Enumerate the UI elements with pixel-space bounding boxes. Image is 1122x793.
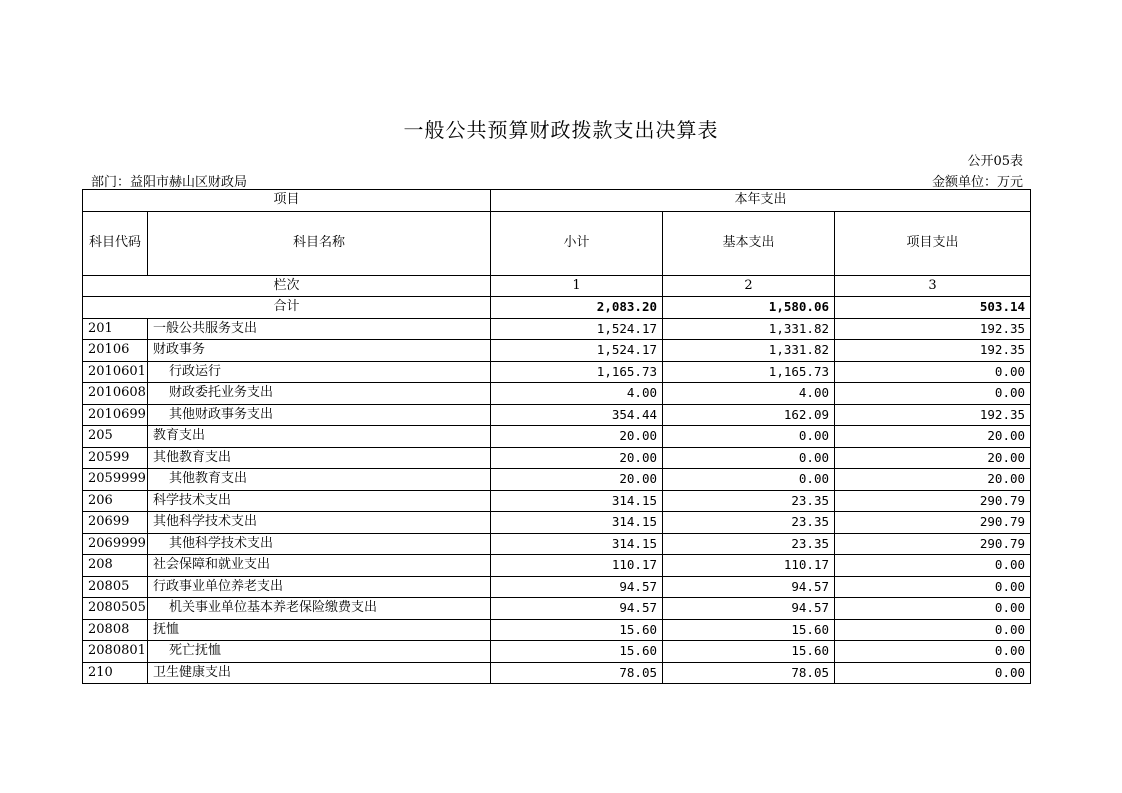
row-name: 其他科学技术支出 xyxy=(148,512,491,534)
row-code: 20599 xyxy=(83,447,148,469)
column-number-label: 栏次 xyxy=(83,275,491,297)
column-number-2: 2 xyxy=(663,275,835,297)
row-project: 192.35 xyxy=(835,404,1031,426)
row-name: 社会保障和就业支出 xyxy=(148,555,491,577)
row-code: 2010601 xyxy=(83,361,148,383)
row-project: 20.00 xyxy=(835,447,1031,469)
row-code: 2059999 xyxy=(83,469,148,491)
row-basic: 1,331.82 xyxy=(663,340,835,362)
row-name: 死亡抚恤 xyxy=(148,641,491,663)
row-basic: 15.60 xyxy=(663,619,835,641)
row-basic: 0.00 xyxy=(663,447,835,469)
column-number-row xyxy=(83,275,1031,297)
row-name: 其他财政事务支出 xyxy=(148,404,491,426)
header-basic: 基本支出 xyxy=(663,211,835,275)
row-subtotal: 20.00 xyxy=(491,447,663,469)
header-project: 项目 xyxy=(83,190,491,212)
row-code: 20805 xyxy=(83,576,148,598)
table-row xyxy=(83,641,1031,663)
header-name: 科目名称 xyxy=(148,211,491,275)
row-subtotal: 15.60 xyxy=(491,641,663,663)
column-number-3: 3 xyxy=(835,275,1031,297)
row-project: 290.79 xyxy=(835,512,1031,534)
row-project: 0.00 xyxy=(835,641,1031,663)
row-subtotal: 110.17 xyxy=(491,555,663,577)
total-row xyxy=(83,297,1031,319)
row-code: 2080801 xyxy=(83,641,148,663)
row-subtotal: 78.05 xyxy=(491,662,663,684)
row-subtotal: 1,165.73 xyxy=(491,361,663,383)
row-code: 2080505 xyxy=(83,598,148,620)
row-subtotal: 94.57 xyxy=(491,576,663,598)
row-basic: 23.35 xyxy=(663,512,835,534)
row-name: 卫生健康支出 xyxy=(148,662,491,684)
table-row xyxy=(83,383,1031,405)
row-subtotal: 314.15 xyxy=(491,533,663,555)
row-subtotal: 1,524.17 xyxy=(491,318,663,340)
table-row xyxy=(83,619,1031,641)
row-code: 210 xyxy=(83,662,148,684)
row-subtotal: 15.60 xyxy=(491,619,663,641)
table-row xyxy=(83,340,1031,362)
row-project: 192.35 xyxy=(835,318,1031,340)
row-code: 20808 xyxy=(83,619,148,641)
row-code: 205 xyxy=(83,426,148,448)
total-label: 合计 xyxy=(83,297,491,319)
row-code: 2010608 xyxy=(83,383,148,405)
row-project: 0.00 xyxy=(835,619,1031,641)
row-code: 2010699 xyxy=(83,404,148,426)
row-subtotal: 4.00 xyxy=(491,383,663,405)
header-row-2 xyxy=(83,211,1031,275)
row-name: 其他教育支出 xyxy=(148,469,491,491)
row-name: 财政事务 xyxy=(148,340,491,362)
row-basic: 4.00 xyxy=(663,383,835,405)
row-subtotal: 314.15 xyxy=(491,512,663,534)
column-number-1: 1 xyxy=(491,275,663,297)
row-code: 206 xyxy=(83,490,148,512)
row-subtotal: 94.57 xyxy=(491,598,663,620)
row-project: 290.79 xyxy=(835,533,1031,555)
row-subtotal: 314.15 xyxy=(491,490,663,512)
table-row xyxy=(83,426,1031,448)
form-number: 公开05表 xyxy=(967,154,1023,169)
row-basic: 78.05 xyxy=(663,662,835,684)
total-project: 503.14 xyxy=(835,297,1031,319)
row-name: 教育支出 xyxy=(148,426,491,448)
row-subtotal: 354.44 xyxy=(491,404,663,426)
row-project: 20.00 xyxy=(835,469,1031,491)
header-row-1 xyxy=(83,190,1031,212)
row-basic: 0.00 xyxy=(663,469,835,491)
row-basic: 23.35 xyxy=(663,490,835,512)
table-row xyxy=(83,555,1031,577)
row-name: 机关事业单位基本养老保险缴费支出 xyxy=(148,598,491,620)
total-subtotal: 2,083.20 xyxy=(491,297,663,319)
header-subtotal: 小计 xyxy=(491,211,663,275)
row-basic: 1,331.82 xyxy=(663,318,835,340)
table-row xyxy=(83,318,1031,340)
row-code: 201 xyxy=(83,318,148,340)
table-row xyxy=(83,361,1031,383)
row-name: 一般公共服务支出 xyxy=(148,318,491,340)
table-row xyxy=(83,662,1031,684)
row-basic: 15.60 xyxy=(663,641,835,663)
row-basic: 162.09 xyxy=(663,404,835,426)
table-row xyxy=(83,404,1031,426)
expenditure-table xyxy=(82,189,1031,684)
header-project-expense: 项目支出 xyxy=(835,211,1031,275)
row-name: 财政委托业务支出 xyxy=(148,383,491,405)
header-code: 科目代码 xyxy=(83,211,148,275)
row-name: 抚恤 xyxy=(148,619,491,641)
row-project: 0.00 xyxy=(835,662,1031,684)
row-basic: 110.17 xyxy=(663,555,835,577)
table-row xyxy=(83,576,1031,598)
document-title: 一般公共预算财政拨款支出决算表 xyxy=(403,118,719,142)
row-project: 290.79 xyxy=(835,490,1031,512)
amount-unit-label: 金额单位：万元 xyxy=(931,175,1023,190)
row-name: 行政事业单位养老支出 xyxy=(148,576,491,598)
header-current-year: 本年支出 xyxy=(491,190,1031,212)
row-basic: 23.35 xyxy=(663,533,835,555)
row-project: 0.00 xyxy=(835,576,1031,598)
row-project: 0.00 xyxy=(835,555,1031,577)
total-basic: 1,580.06 xyxy=(663,297,835,319)
row-subtotal: 1,524.17 xyxy=(491,340,663,362)
row-basic: 94.57 xyxy=(663,598,835,620)
row-code: 20106 xyxy=(83,340,148,362)
row-name: 其他科学技术支出 xyxy=(148,533,491,555)
row-basic: 0.00 xyxy=(663,426,835,448)
row-code: 2069999 xyxy=(83,533,148,555)
table-row xyxy=(83,598,1031,620)
row-project: 0.00 xyxy=(835,361,1031,383)
row-project: 0.00 xyxy=(835,383,1031,405)
row-subtotal: 20.00 xyxy=(491,469,663,491)
table-row xyxy=(83,512,1031,534)
table-row xyxy=(83,469,1031,491)
row-basic: 1,165.73 xyxy=(663,361,835,383)
row-project: 20.00 xyxy=(835,426,1031,448)
row-name: 行政运行 xyxy=(148,361,491,383)
row-subtotal: 20.00 xyxy=(491,426,663,448)
row-name: 科学技术支出 xyxy=(148,490,491,512)
table-row xyxy=(83,490,1031,512)
row-code: 20699 xyxy=(83,512,148,534)
row-project: 0.00 xyxy=(835,598,1031,620)
row-project: 192.35 xyxy=(835,340,1031,362)
row-code: 208 xyxy=(83,555,148,577)
row-basic: 94.57 xyxy=(663,576,835,598)
table-row xyxy=(83,533,1031,555)
department-label: 部门：益阳市赫山区财政局 xyxy=(91,175,248,190)
table-row xyxy=(83,447,1031,469)
row-name: 其他教育支出 xyxy=(148,447,491,469)
